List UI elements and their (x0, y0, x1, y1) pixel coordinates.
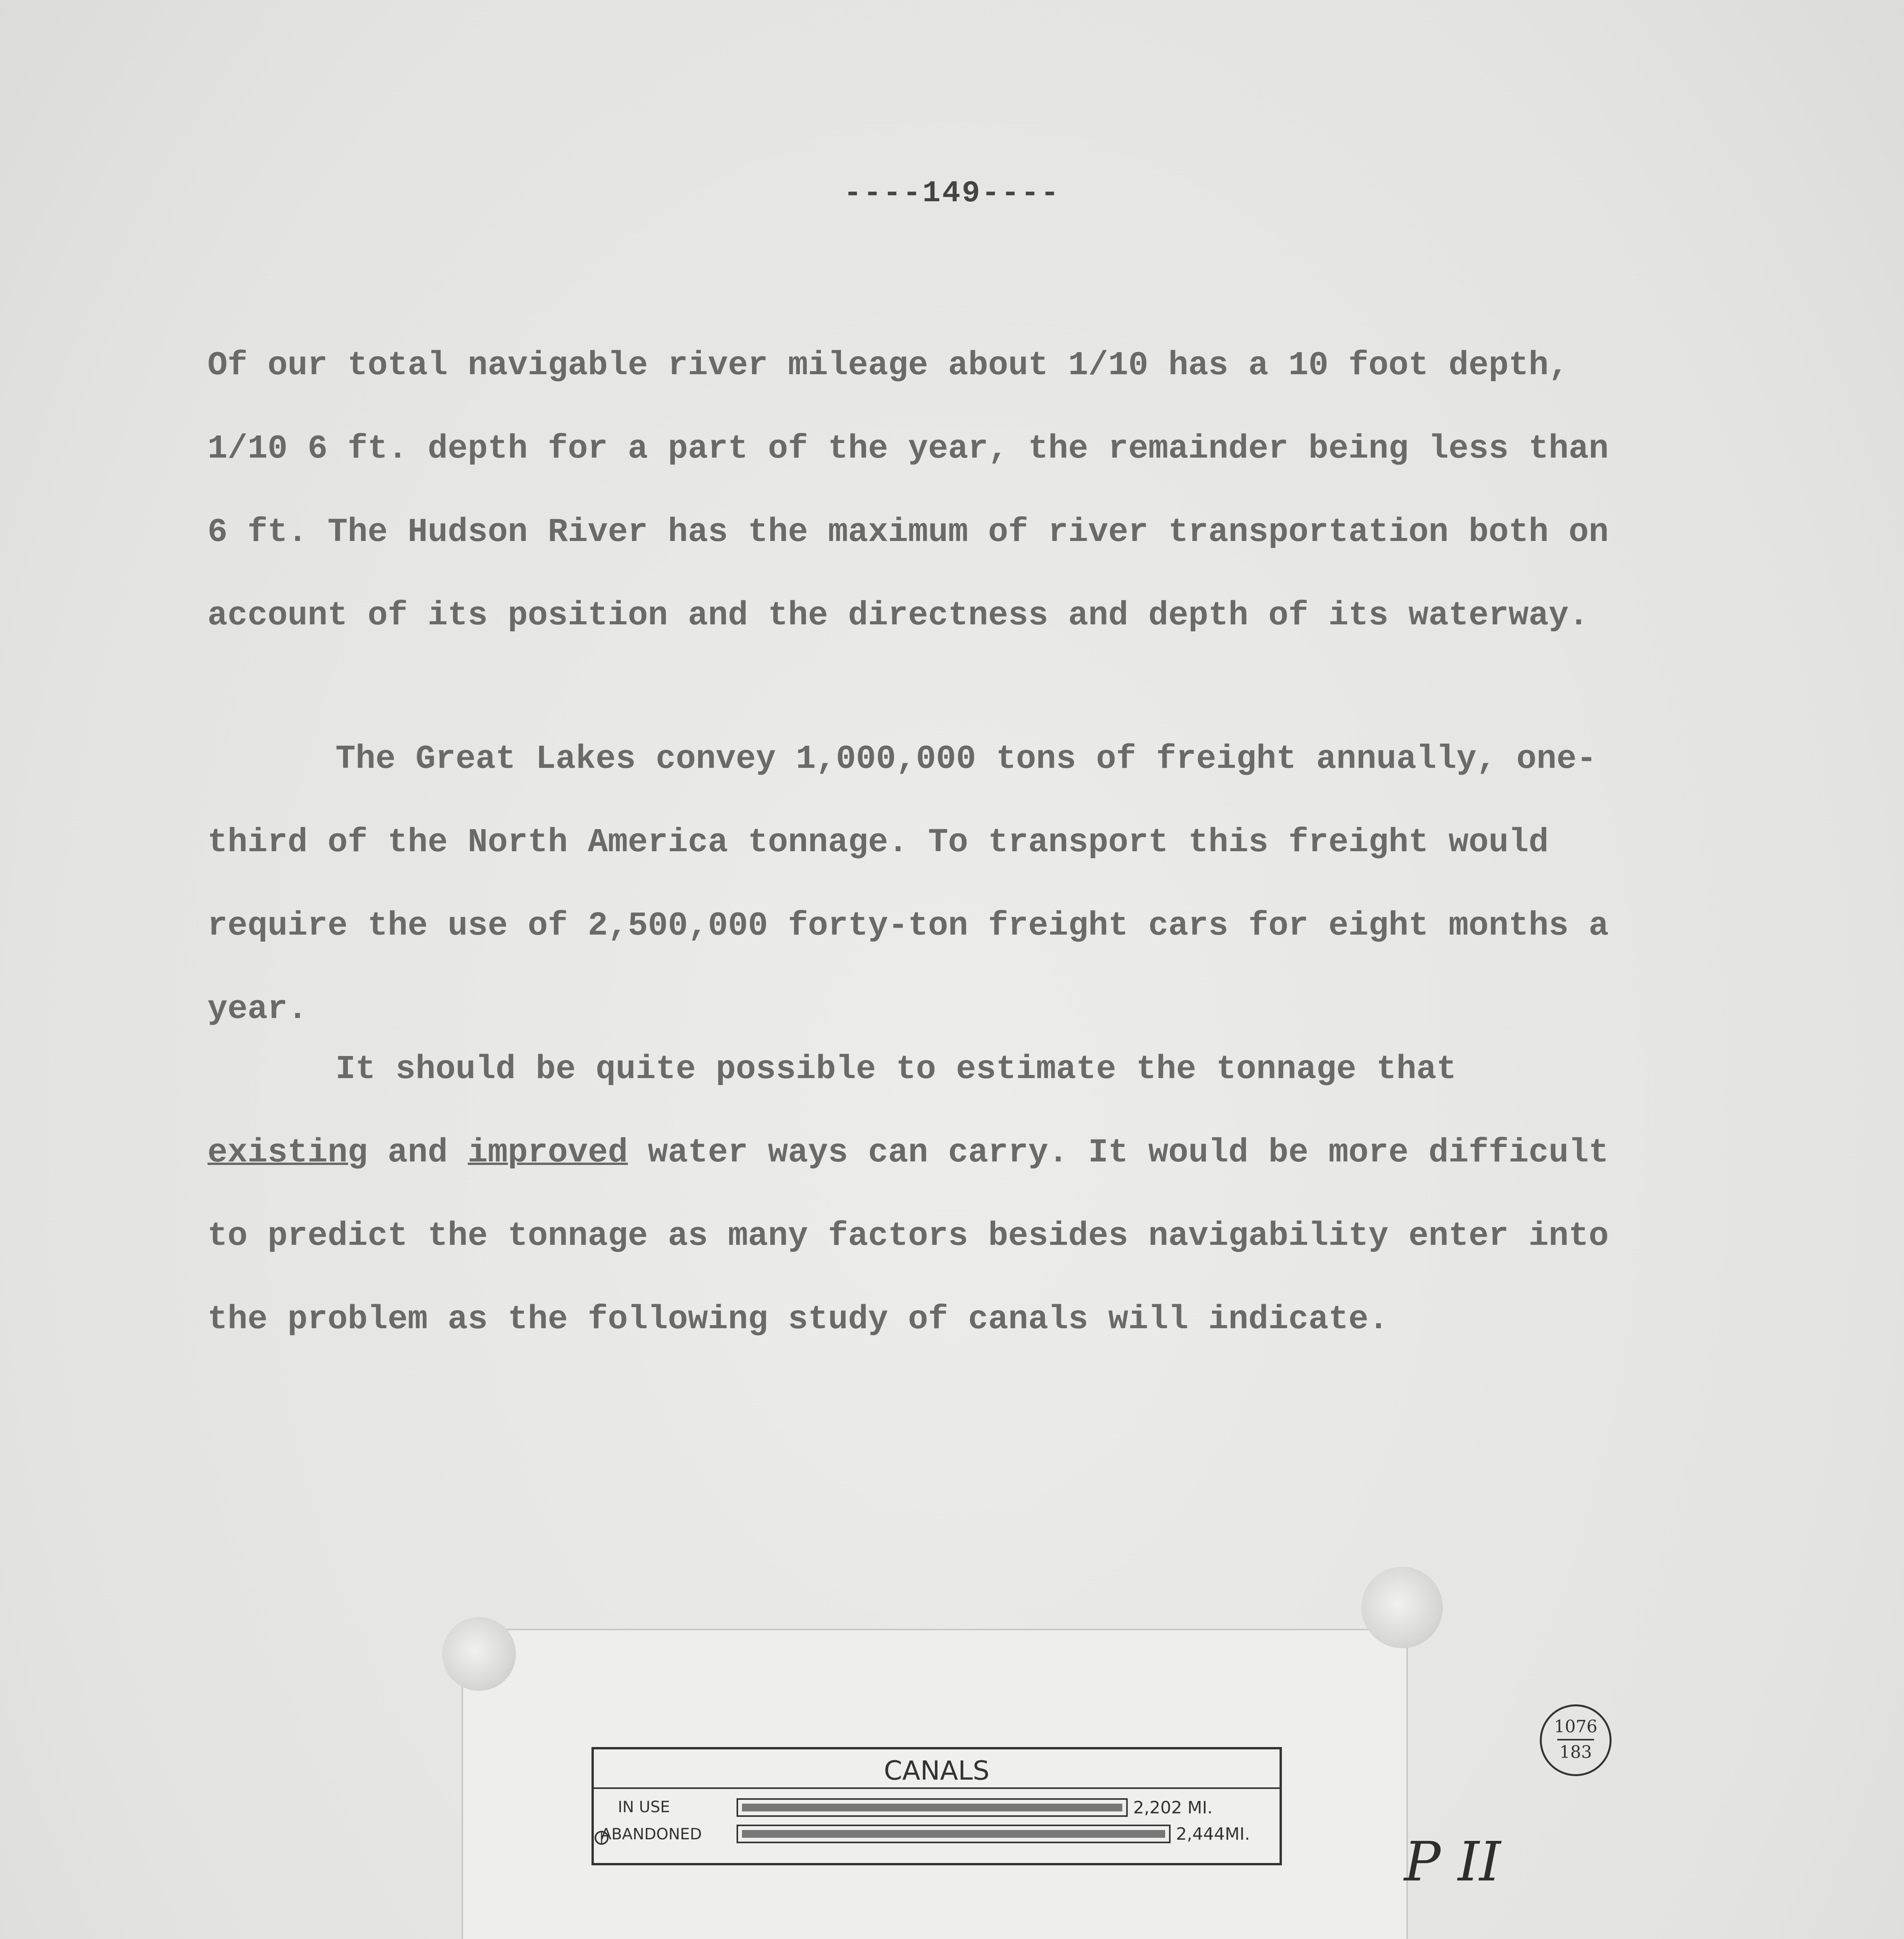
mounting-tab-top-left (442, 1617, 516, 1691)
catalog-stamp (1540, 1704, 1612, 1776)
underlined-word-existing: existing (208, 1134, 368, 1172)
bar-in-use-fill (742, 1804, 1122, 1811)
paragraph-tonnage (208, 1028, 1623, 1361)
canals-chart-svg (594, 1749, 1280, 1863)
canals-chart (591, 1747, 1282, 1865)
page-number: ----149---- (844, 176, 1060, 211)
category-label-in-use: IN USE (618, 1798, 670, 1816)
category-label-abandoned: ABANDONED (601, 1825, 702, 1843)
underlined-word-improved: improved (467, 1134, 628, 1172)
stamp-number-bottom: 183 (1557, 1739, 1594, 1764)
paragraph-river-mileage: Of our total navigable river mileage about 1/10 has a 10 foot depth, 1/10 6 ft. depth for a part of the year, the remainder being less than 6 ft. The Hudson River has the maximum of river transportation both on account of its position and the directness and depth of its waterway. (208, 346, 1609, 634)
paragraph-tonnage-text-2: and (367, 1134, 468, 1172)
mounting-tab-top-right (1361, 1567, 1443, 1648)
stamp-number-top: 1076 (1554, 1717, 1598, 1737)
chart-title: CANALS (884, 1756, 990, 1786)
handwritten-mark: P II (1404, 1830, 1501, 1894)
value-label-abandoned: 2,444MI. (1176, 1824, 1250, 1844)
bar-abandoned-fill (742, 1830, 1165, 1838)
paragraph-great-lakes: The Great Lakes convey 1,000,000 tons of freight annually, one-third of the North America tonnage. To transport this freight would require the use of 2,500,000 forty-ton freight cars for eight months a year. (208, 740, 1609, 1028)
value-label-in-use: 2,202 MI. (1133, 1798, 1213, 1818)
paragraph-tonnage-text-1: It should be quite possible to estimate the tonnage that (335, 1050, 1457, 1088)
paragraph-tonnage-text-3: water ways can carry. It would be more difficult to predict the tonnage as many factors besides navigability enter into the problem as the following study of canals will indicate. (208, 1134, 1609, 1338)
